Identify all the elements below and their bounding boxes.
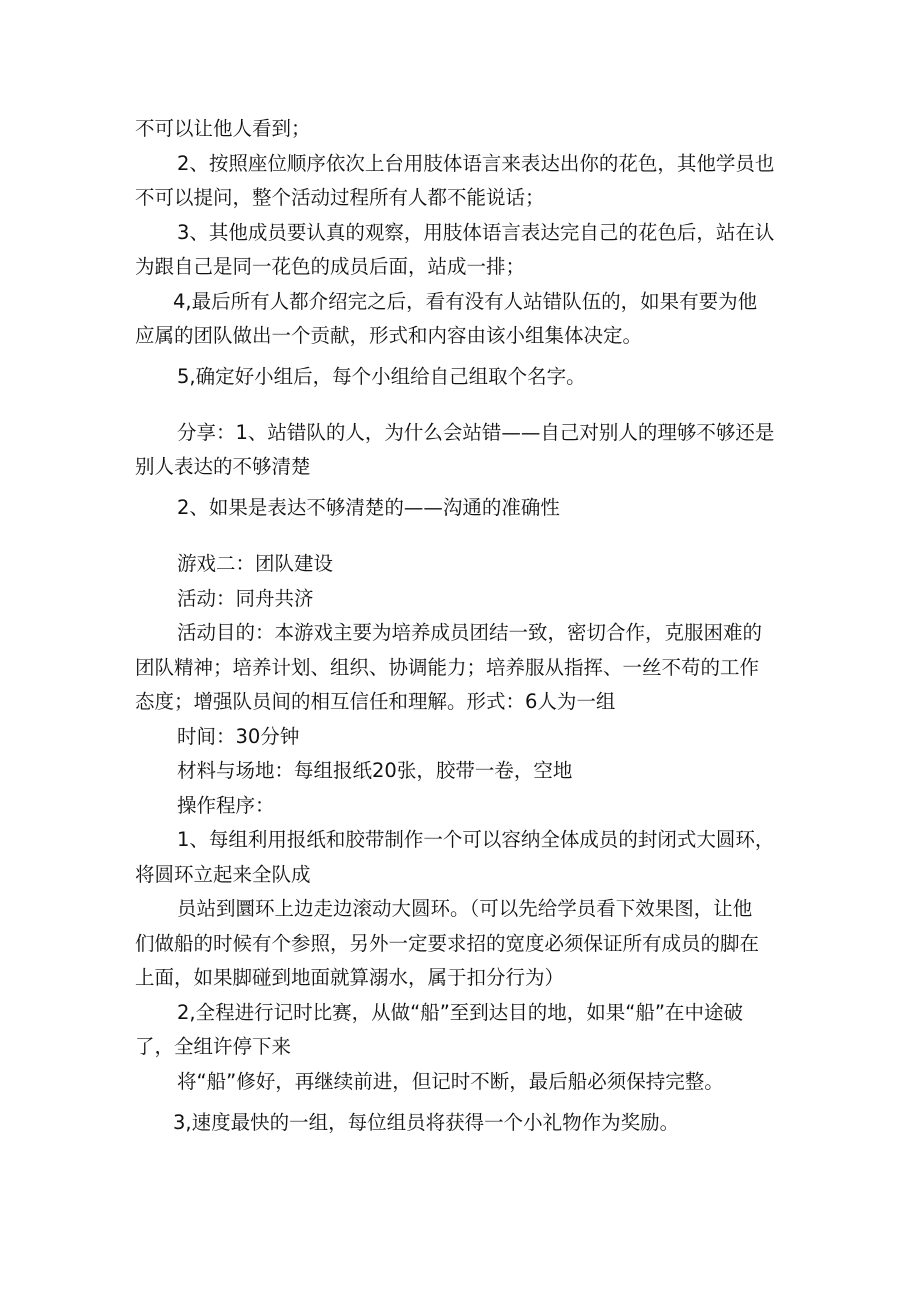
text-line: 应属的团队做出一个贡献，形式和内容由该小组集体决定。 (135, 324, 643, 347)
text-line: 分享：1、站错队的人，为什么会站错——自己对别人的理够不够还是 (177, 421, 775, 444)
text-line: 3、其他成员要认真的观察，用肢体语言表达完自己的花色后，站在认 (177, 221, 775, 244)
text-line: 3,速度最快的一组，每位组员将获得一个小礼物作为奖励。 (173, 1111, 680, 1134)
text-line: 不可以提问，整个活动过程所有人都不能说话； (135, 186, 545, 209)
text-line: 活动：同舟共济 (177, 587, 314, 610)
text-line: 为跟自己是同一花色的成员后面，站成一排； (135, 255, 526, 278)
text-line: 2、如果是表达不够清楚的——沟通的准确性 (177, 496, 560, 519)
text-line: 1、每组利用报纸和胶带制作一个可以容纳全体成员的封闭式大圆环， (177, 828, 775, 851)
text-line: 游戏二：团队建设 (177, 552, 334, 575)
text-line: 4,最后所有人都介绍完之后，看有没有人站错队伍的，如果有要为他 (173, 290, 758, 313)
text-line: 不可以让他人看到； (135, 117, 311, 140)
text-line: 2、按照座位顺序依次上台用肢体语言来表达出你的花色，其他学员也 (177, 152, 775, 175)
text-line: 5,确定好小组后，每个小组给自己组取个名字。 (177, 365, 586, 388)
text-line: 操作程序： (177, 794, 275, 817)
text-line: 们做船的时候有个参照，另外一定要求招的宽度必须保证所有成员的脚在 (135, 932, 760, 955)
text-line: 上面，如果脚碰到地面就算溺水，属于扣分行为） (135, 966, 565, 989)
text-line: 了，全组许停下来 (135, 1035, 292, 1058)
text-line: 别人表达的不够清楚 (135, 455, 311, 478)
text-line: 活动目的：本游戏主要为培养成员团结一致，密切合作，克服困难的 (177, 621, 763, 644)
text-line: 团队精神；培养计划、组织、协调能力；培养服从指挥、一丝不苟的工作 (135, 656, 760, 679)
text-line: 2,全程进行记时比赛，从做“船”至到达目的地，如果“船”在中途破 (177, 1001, 744, 1024)
text-line: 将“船”修好，再继续前进，但记时不断，最后船必须保持完整。 (177, 1070, 724, 1093)
text-line: 将圆环立起来全队成 (135, 863, 311, 886)
text-line: 材料与场地：每组报纸20张，胶带一卷，空地 (177, 759, 573, 782)
text-line: 时间：30分钟 (177, 725, 300, 748)
text-line: 态度；增强队员间的相互信任和理解。形式：6人为一组 (135, 690, 616, 713)
text-line: 员站到圜环上边走边滚动大圆环。（可以先给学员看下效果图，让他 (177, 897, 753, 920)
